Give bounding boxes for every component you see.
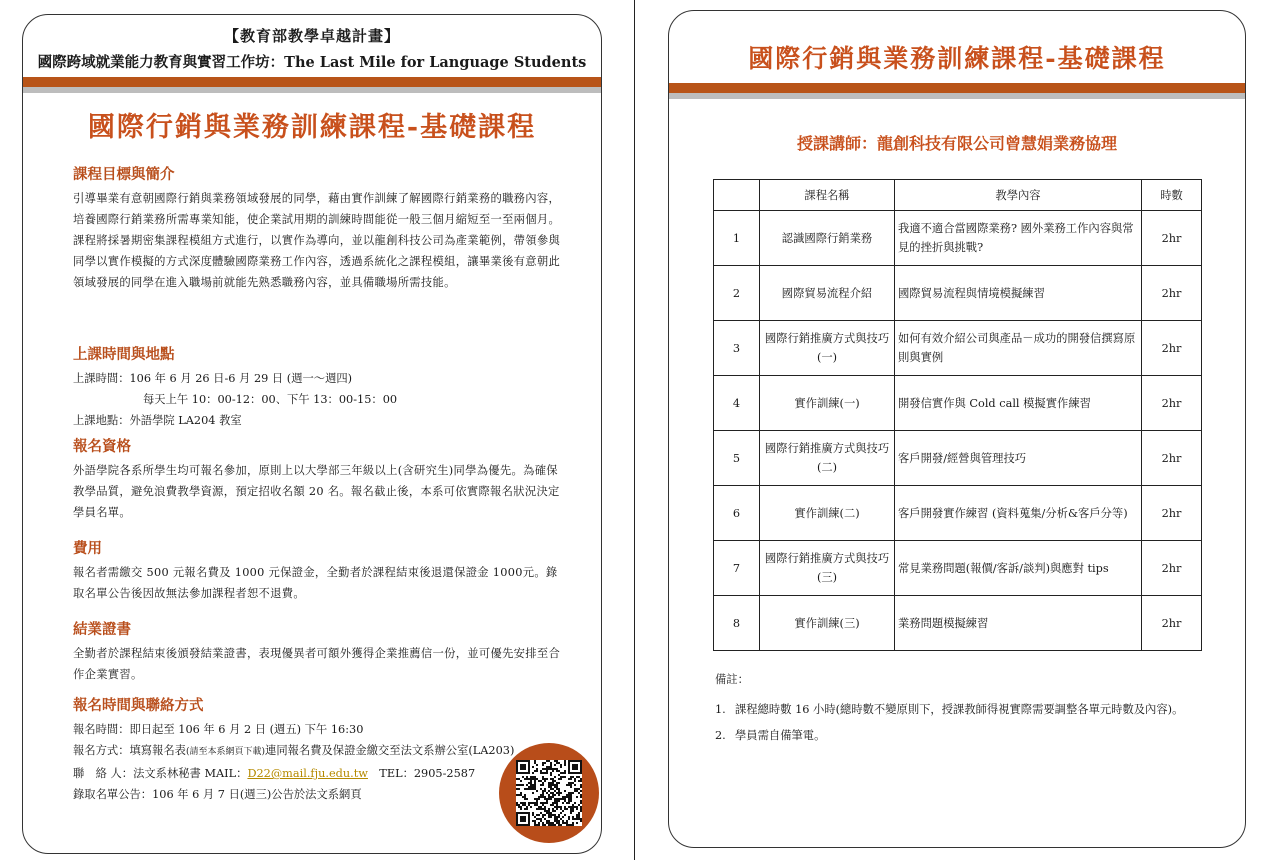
header-content: 教學內容: [895, 180, 1142, 211]
course-content: 客戶開發/經營與管理技巧: [895, 431, 1142, 486]
section-heading: 費用: [73, 541, 102, 557]
eligibility-text: 外語學院各系所學生均可報名參加，原則上以大學部三年級以上(含研究生)同學為優先。為確保教學品質，避免浪費教學資源，預定招收名額 20 名。報名截止後，本系可依實際報名狀況決定學員名單。: [73, 464, 560, 519]
course-content: 我適不適合當國際業務? 國外業務工作內容與常見的挫折與挑戰?: [895, 211, 1142, 266]
course-name: 實作訓練(三): [760, 596, 895, 651]
contact-info: [73, 763, 563, 784]
course-hours: 2hr: [1142, 431, 1202, 486]
course-content: 國際貿易流程與情境模擬練習: [895, 266, 1142, 321]
program-name: 【教育部教學卓越計畫】: [223, 27, 400, 45]
table-row: [714, 266, 1202, 321]
method-label: 報名方式：填寫報名表: [73, 744, 186, 757]
certificate-text: 全勤者於課程結束後頒發結業證書，表現優異者可額外獲得企業推薦信一份，並可優先安排至合作企業實習。: [73, 647, 561, 681]
note-text: 學員需自備筆電。: [735, 729, 826, 742]
note-number: 2.: [715, 729, 726, 742]
contact-person: 聯 絡 人：法文系林秘書 MAIL：: [73, 767, 248, 780]
section-eligibility: [73, 435, 563, 523]
qr-code-icon[interactable]: [516, 760, 582, 826]
flyer-page-left: [22, 14, 602, 854]
course-hours: 2hr: [1142, 266, 1202, 321]
course-name: 實作訓練(二): [760, 486, 895, 541]
notes: [715, 671, 1215, 749]
course-hours: 2hr: [1142, 486, 1202, 541]
instructor: 授課講師：龍創科技有限公司曾慧娟業務協理: [796, 134, 1117, 153]
course-name: 國際行銷推廣方式與技巧(一): [760, 321, 895, 376]
table-row: [714, 541, 1202, 596]
class-time: 上課時間：106 年 6 月 26 日-6 月 29 日 (週一～週四): [73, 372, 353, 385]
page-divider: [634, 0, 635, 860]
course-hours: 2hr: [1142, 376, 1202, 431]
course-hours: 2hr: [1142, 596, 1202, 651]
class-location: 上課地點：外語學院 LA204 教室: [73, 414, 242, 427]
method-detail: 連同報名費及保證金繳交至法文系辦公室(LA203): [265, 744, 515, 757]
row-number: 2: [714, 266, 760, 321]
section-fee: [73, 537, 563, 604]
row-number: 4: [714, 376, 760, 431]
download-note: (請至本系網頁下載): [185, 747, 266, 757]
row-number: 6: [714, 486, 760, 541]
note-text: 課程總時數 16 小時(總時數不變原則下，授課教師得視實際需要調整各單元時數及內容)。: [735, 703, 1184, 716]
header-number: [714, 180, 760, 211]
section-contact: [73, 694, 563, 805]
row-number: 7: [714, 541, 760, 596]
course-hours: 2hr: [1142, 321, 1202, 376]
course-content: 開發信實作與 Cold call 模擬實作練習: [895, 376, 1142, 431]
contact-phone: TEL：2905-2587: [367, 767, 476, 780]
section-schedule: [73, 343, 563, 431]
note-item: [715, 697, 1215, 723]
note-item: [715, 723, 1215, 749]
header-hours: 時數: [1142, 180, 1202, 211]
section-heading: 報名資格: [73, 439, 131, 455]
course-content: 如何有效介紹公司與產品－成功的開發信撰寫原則與實例: [895, 321, 1142, 376]
table-row: [714, 211, 1202, 266]
row-number: 3: [714, 321, 760, 376]
section-heading: 結業證書: [73, 622, 131, 638]
table-row: [714, 431, 1202, 486]
section-heading: 報名時間與聯絡方式: [73, 698, 204, 714]
course-name: 國際行銷推廣方式與技巧(三): [760, 541, 895, 596]
row-number: 1: [714, 211, 760, 266]
table-row: [714, 321, 1202, 376]
fee-text: 報名者需繳交 500 元報名費及 1000 元保證金，全勤者於課程結束後退還保證金 1000元。錄取名單公告後因故無法參加課程者恕不退費。: [73, 566, 558, 600]
table-row: [714, 596, 1202, 651]
table-row: [714, 486, 1202, 541]
course-name: 實作訓練(一): [760, 376, 895, 431]
section-certificate: [73, 618, 563, 685]
note-number: 1.: [715, 703, 726, 716]
registration-time: 報名時間：即日起至 106 年 6 月 2 日 (週五) 下午 16:30: [73, 723, 364, 736]
course-title: 國際行銷與業務訓練課程-基礎課程: [87, 112, 537, 143]
section-heading: 課程目標與簡介: [73, 167, 175, 183]
registration-method: [73, 740, 563, 763]
notes-label: 備註：: [715, 673, 749, 686]
goals-paragraph-2: 課程將採暑期密集課程模組方式進行，以實作為導向，並以龍創科技公司為產業範例，帶領參與同學以實作模擬的方式深度體驗國際業務工作內容，透過系統化之課程模組，讓畢業後有意朝此領域發展的同學在進入職場前就能先熟悉職務內容，並具備職場所需技能。: [73, 234, 561, 289]
workshop-title: 國際跨域就業能力教育與實習工作坊：The Last Mile for Language Students: [37, 54, 587, 71]
course-name: 認識國際行銷業務: [760, 211, 895, 266]
course-hours: 2hr: [1142, 211, 1202, 266]
section-goals: [73, 163, 563, 293]
flyer-page-right: [668, 10, 1246, 848]
row-number: 5: [714, 431, 760, 486]
course-name: 國際貿易流程介紹: [760, 266, 895, 321]
course-schedule-table: [713, 179, 1202, 651]
course-hours: 2hr: [1142, 541, 1202, 596]
header-course-name: 課程名稱: [760, 180, 895, 211]
course-content: 客戶開發實作練習 (資料蒐集/分析&客戶分等): [895, 486, 1142, 541]
email-link[interactable]: D22@mail.fju.edu.tw: [247, 767, 368, 780]
header-stripe: [669, 83, 1245, 95]
row-number: 8: [714, 596, 760, 651]
course-name: 國際行銷推廣方式與技巧(二): [760, 431, 895, 486]
course-content: 業務問題模擬練習: [895, 596, 1142, 651]
course-title: 國際行銷與業務訓練課程-基礎課程: [748, 44, 1166, 73]
qr-badge: [499, 743, 599, 843]
table-header-row: [714, 180, 1202, 211]
class-hours: 每天上午 10：00-12：00、下午 13：00-15：00: [143, 393, 398, 406]
announcement: 錄取名單公告：106 年 6 月 7 日(週三)公告於法文系網頁: [73, 788, 362, 801]
header-stripe: [23, 77, 601, 89]
course-content: 常見業務問題(報價/客訴/談判)與應對 tips: [895, 541, 1142, 596]
section-heading: 上課時間與地點: [73, 347, 175, 363]
goals-paragraph-1: 引導畢業有意朝國際行銷與業務領域發展的同學，藉由實作訓練了解國際行銷業務的職務內容，培養國際行銷業務所需專業知能，使企業試用期的訓練時間能從一般三個月縮短至一至兩個月。: [73, 192, 561, 226]
table-row: [714, 376, 1202, 431]
